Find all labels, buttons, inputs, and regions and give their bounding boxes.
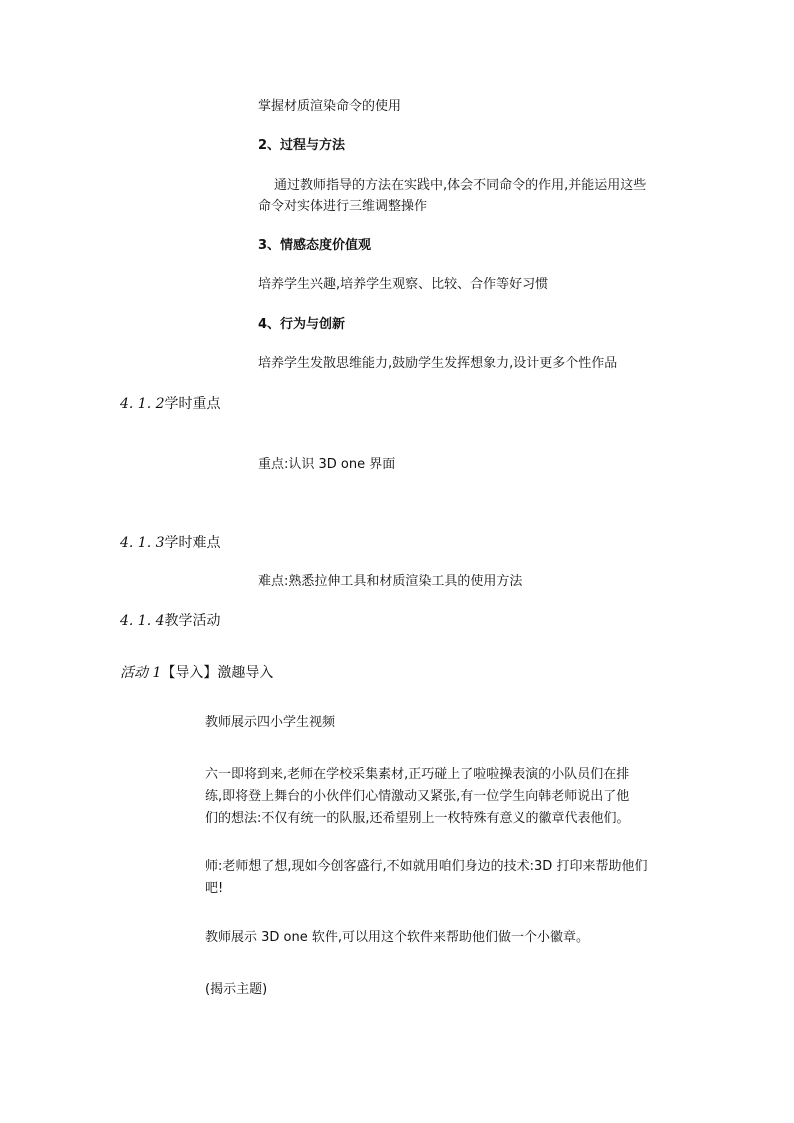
- activity-paragraph-5: (揭示主题): [205, 982, 268, 997]
- section-heading-difficulties: [120, 532, 221, 554]
- section-title: 教学活动: [164, 613, 221, 629]
- activity-paragraph-2-line-1: 六一即将到来,老师在学校采集素材,正巧碰上了啦啦操表演的小队员们在排: [205, 767, 630, 782]
- activity-paragraph-3-line-2: 吧!: [205, 881, 224, 896]
- goal-behavior-heading: 4、行为与创新: [258, 317, 346, 332]
- activity-paragraph-1: 教师展示四小学生视频: [205, 715, 336, 730]
- activity-heading: [120, 662, 273, 684]
- section-heading-key-points: [120, 393, 221, 415]
- difficulties-text: 难点:熟悉拉伸工具和材质渲染工具的使用方法: [258, 574, 523, 589]
- goal-knowledge-text: 掌握材质渲染命令的使用: [258, 99, 402, 114]
- goal-emotion-heading: 3、情感态度价值观: [258, 238, 372, 253]
- goal-process-line-2: 命令对实体进行三维调整操作: [258, 199, 428, 214]
- activity-paragraph-2-line-3: 们的想法:不仅有统一的队服,还希望别上一枚特殊有意义的徽章代表他们。: [205, 811, 630, 826]
- section-number: 4. 1. 3: [120, 535, 165, 551]
- section-number: 4. 1. 4: [120, 613, 165, 629]
- key-points-text: 重点:认识 3D one 界面: [258, 457, 396, 472]
- activity-label: 活动 1: [120, 665, 162, 681]
- activity-title: 【导入】激趣导入: [161, 665, 274, 681]
- section-heading-activities: [120, 610, 221, 632]
- activity-paragraph-2-line-2: 练,即将登上舞台的小伙伴们心情激动又紧张,有一位学生向韩老师说出了他: [205, 789, 630, 804]
- section-title: 学时重点: [164, 396, 221, 412]
- goal-emotion-text: 培养学生兴趣,培养学生观察、比较、合作等好习惯: [258, 277, 549, 292]
- section-number: 4. 1. 2: [120, 396, 165, 412]
- goal-process-line-1: 通过教师指导的方法在实践中,体会不同命令的作用,并能运用这些: [274, 178, 647, 193]
- activity-paragraph-4: 教师展示 3D one 软件,可以用这个软件来帮助他们做一个小徽章。: [205, 930, 590, 945]
- goal-behavior-text: 培养学生发散思维能力,鼓励学生发挥想象力,设计更多个性作品: [258, 356, 618, 371]
- goal-process-heading: 2、过程与方法: [258, 138, 346, 153]
- section-title: 学时难点: [164, 535, 221, 551]
- activity-paragraph-3-line-1: 师:老师想了想,现如今创客盛行,不如就用咱们身边的技术:3D 打印来帮助他们: [205, 859, 648, 874]
